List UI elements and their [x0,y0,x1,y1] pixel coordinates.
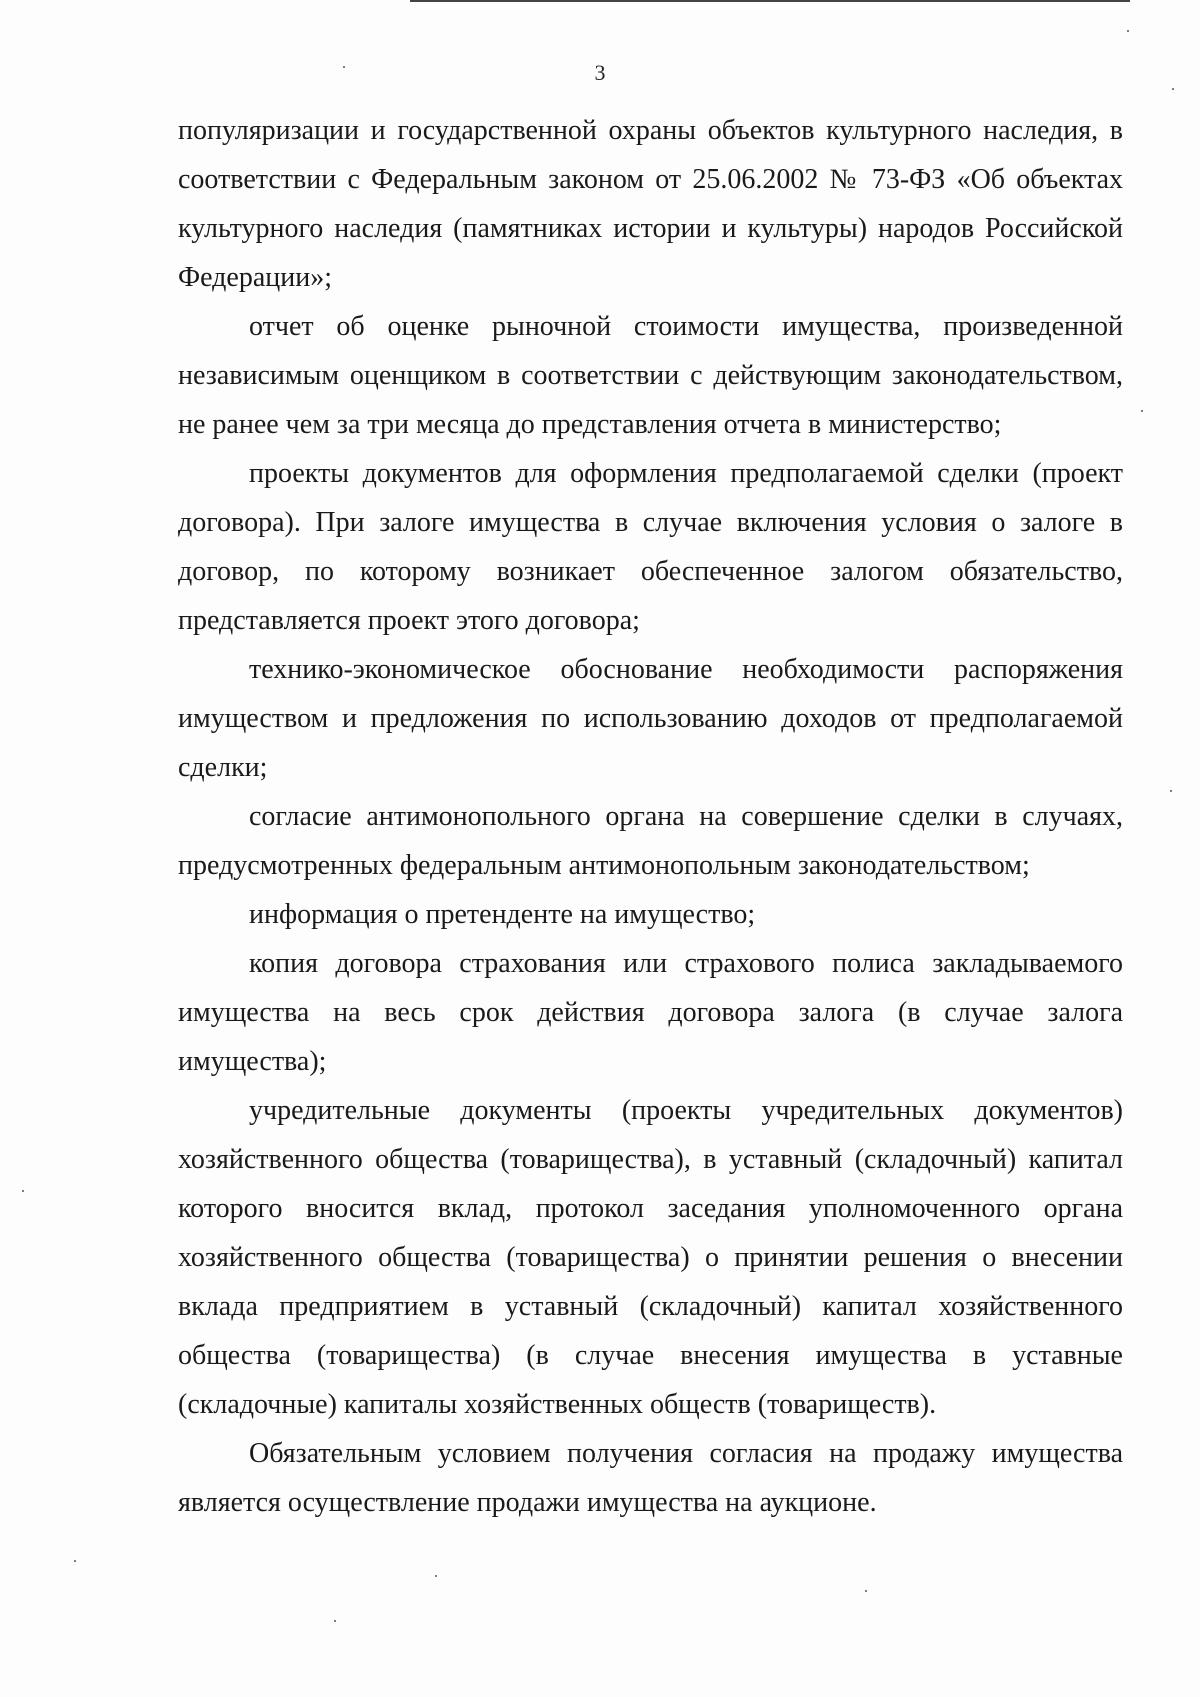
scan-speck [865,1590,867,1592]
scan-speck [435,1575,437,1577]
scan-top-edge [410,0,1130,2]
document-body [178,106,1123,1527]
scan-speck [1127,30,1129,32]
paragraph-6: информация о претенденте на имущество; [249,899,756,930]
paragraph-1: популяризации и государственной охраны объектов культурного наследия, в соответствии с Федеральным законом от 25.06.2002 № 73-ФЗ «Об объектах культурного наследия (памятниках истории и культуры) народов Российской Федерации»; [178,115,1123,293]
paragraph-3: проекты документов для оформления предполагаемой сделки (проект договора). При залоге имущества в случае включения условия о залоге в договор, по которому возникает обеспеченное залогом обязательство, представляется проект этого договора; [178,458,1123,636]
paragraph-4: технико-экономическое обоснование необходимости распоряжения имуществом и предложения по использованию доходов от предполагаемой сделки; [178,654,1123,783]
scan-speck [343,66,345,68]
scan-speck [1172,88,1174,90]
scan-speck [74,1560,76,1562]
scan-speck [334,1620,336,1622]
paragraph-2: отчет об оценке рыночной стоимости имущества, произведенной независимым оценщиком в соответствии с действующим законодательством, не ранее чем за три месяца до представления отчета в министерство; [178,311,1123,440]
paragraph-8: учредительные документы (проекты учредительных документов) хозяйственного общества (товарищества), в уставный (складочный) капитал которого вносится вклад, протокол заседания уполномоченного органа хозяйственного общества (товарищества) о принятии решения о внесении вклада предприятием в уставный (складочный) капитал хозяйственного общества (товарищества) (в случае внесения имущества в уставные (складочные) капиталы хозяйственных обществ (товариществ). [178,1095,1123,1420]
paragraph-9: Обязательным условием получения согласия на продажу имущества является осуществление продажи имущества на аукционе. [178,1438,1123,1518]
scan-speck [1141,410,1143,412]
scan-speck [1170,790,1172,792]
page-number: 3 [594,60,606,85]
paragraph-5: согласие антимонопольного органа на совершение сделки в случаях, предусмотренных федеральным антимонопольным законодательством; [178,801,1123,881]
paragraph-7: копия договора страхования или страхового полиса закладываемого имущества на весь срок действия договора залога (в случае залога имущества); [178,948,1123,1077]
scan-speck [22,1190,24,1192]
